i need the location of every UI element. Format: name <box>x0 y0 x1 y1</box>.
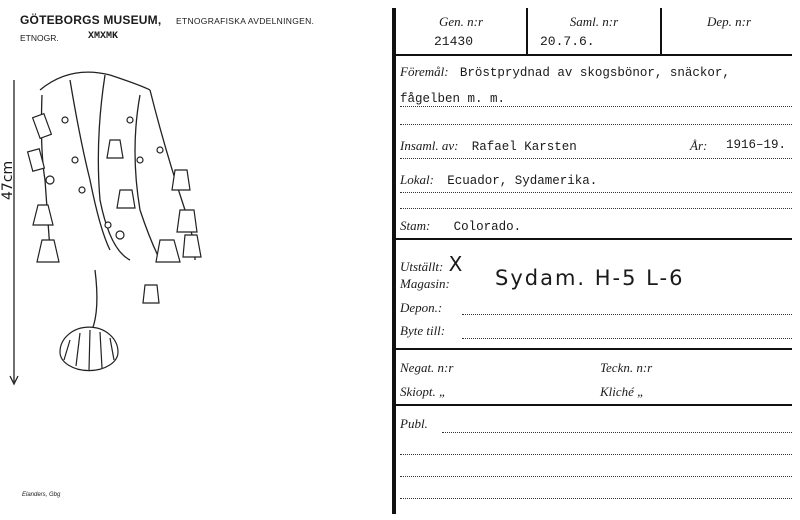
stam-label: Stam: <box>400 218 431 233</box>
necklace-top-string <box>40 72 110 90</box>
side-size-text: 47cm <box>0 160 16 200</box>
dotted-line <box>400 158 792 159</box>
section-rule <box>396 238 792 240</box>
publ-row <box>400 416 792 432</box>
section-rule <box>396 348 792 350</box>
header-etnogr: ETNOGR. <box>20 33 59 43</box>
insaml-value: Rafael Karsten <box>471 140 577 154</box>
teckn-label: Teckn. n:r <box>600 360 653 375</box>
saml-number-value: 20.7.6. <box>540 34 595 49</box>
lokal-value: Ecuador, Sydamerika. <box>447 174 598 188</box>
negat-row <box>400 360 792 376</box>
foremal-value-line1: Bröstprydnad av skogsbönor, snäckor, <box>459 66 730 80</box>
dotted-line <box>462 338 792 339</box>
dotted-line <box>442 432 792 433</box>
foremal-row-2 <box>400 90 792 106</box>
dotted-line <box>400 498 792 499</box>
dotted-line <box>400 124 792 125</box>
byte-label: Byte till: <box>400 323 446 338</box>
insaml-row <box>400 138 792 154</box>
lokal-row <box>400 172 792 188</box>
dep-number-label: Dep. n:r <box>706 14 752 29</box>
dotted-line <box>400 106 792 107</box>
dep-number-cell <box>662 8 796 54</box>
pendant-stem <box>92 270 97 330</box>
catalog-card <box>392 8 792 514</box>
dotted-line <box>462 314 792 315</box>
stam-row <box>400 218 792 234</box>
foremal-row <box>400 64 792 80</box>
card-left-rule <box>392 8 396 514</box>
header-department: ETNOGRAFISKA AVDELNINGEN. <box>176 16 315 26</box>
foremal-value-line2: fågelben m. m. <box>400 92 506 106</box>
skiopt-row <box>400 384 792 400</box>
lokal-label: Lokal: <box>400 172 434 187</box>
magasin-label: Magasin: <box>400 276 450 291</box>
header-museum: GÖTEBORGS MUSEUM, <box>20 13 162 27</box>
publ-label: Publ. <box>400 416 428 431</box>
card-number-header <box>396 8 792 56</box>
insaml-label: Insaml. av: <box>400 138 459 153</box>
gen-number-cell <box>396 8 526 54</box>
dotted-line <box>400 454 792 455</box>
saml-number-label: Saml. n:r <box>569 14 619 29</box>
section-rule <box>396 404 792 406</box>
printer-imprint: Elanders, Gbg <box>22 492 61 498</box>
kliche-label: Kliché „ <box>600 384 645 399</box>
necklace-drawing <box>0 60 380 400</box>
ar-value: 1916–19. <box>726 138 787 152</box>
gen-number-value: 21430 <box>434 34 474 49</box>
gen-number-label: Gen. n:r <box>438 14 484 29</box>
stam-value: Colorado. <box>453 220 522 234</box>
depon-label: Depon.: <box>400 300 443 315</box>
header-crossed-code: XMXMK <box>88 31 119 42</box>
dotted-line <box>400 476 792 477</box>
saml-number-cell <box>528 8 660 54</box>
utstallt-label: Utställt: <box>400 259 444 274</box>
utstallt-value: X <box>448 252 465 276</box>
ar-label: År: <box>690 138 708 153</box>
foremal-label: Föremål: <box>400 64 449 79</box>
shell-pendant <box>60 327 118 370</box>
magasin-value: Sydam. H-5 L-6 <box>495 266 685 290</box>
byte-row <box>400 323 792 339</box>
dotted-line <box>400 208 792 209</box>
negat-label: Negat. n:r <box>400 360 454 375</box>
dotted-line <box>400 192 792 193</box>
skiopt-label: Skiopt. „ <box>400 384 447 399</box>
